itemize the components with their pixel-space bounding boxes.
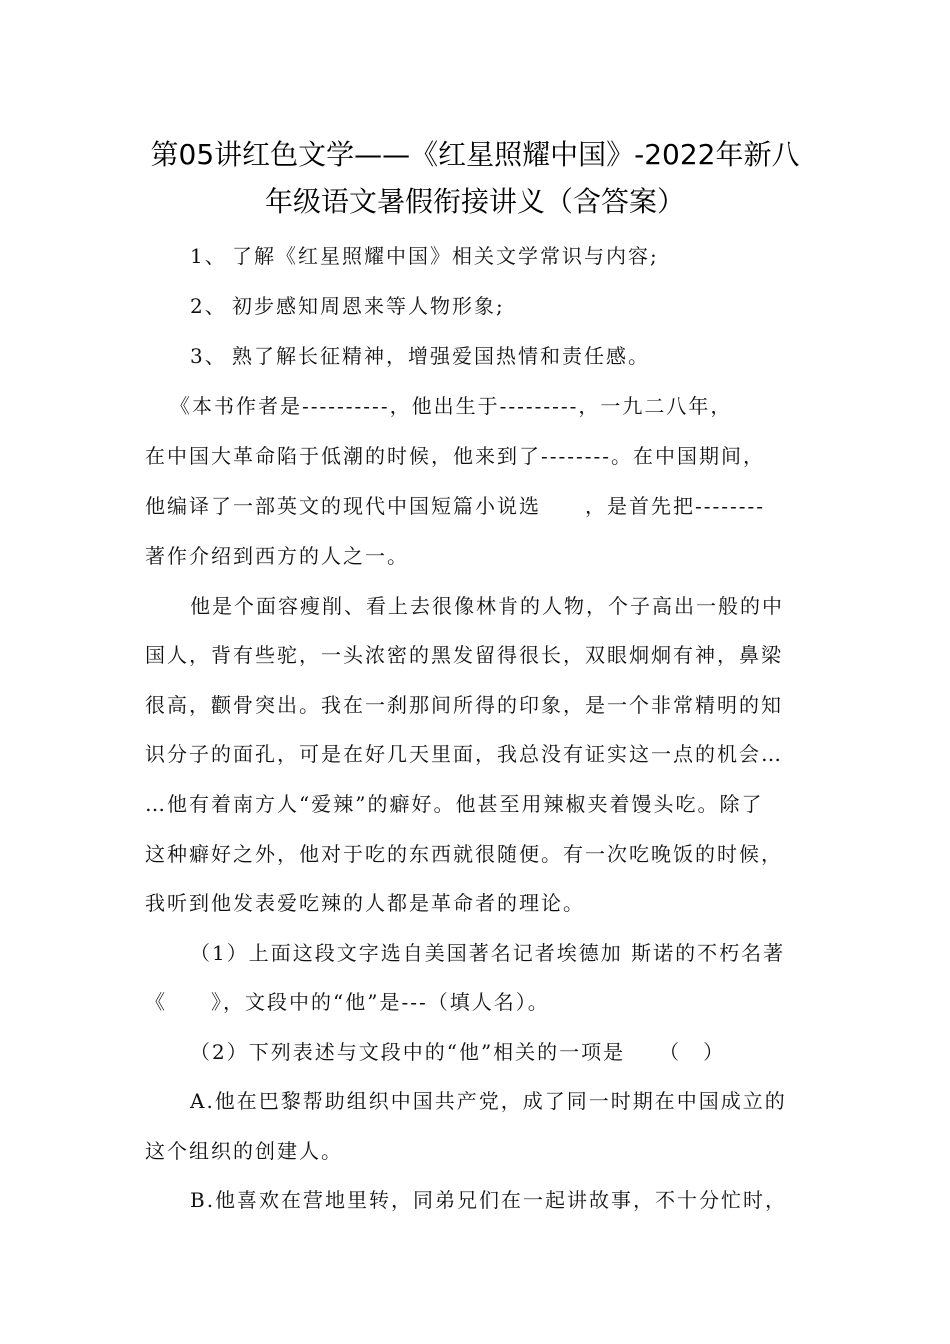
objective-number: 2、	[190, 294, 227, 318]
passage-line-2: 国人，背有些驼，一头浓密的黑发留得很长，双眼炯炯有神，鼻梁	[145, 643, 783, 667]
passage-line-6: 这种癖好之外，他对于吃的东西就很随便。有一次吃晚饭的时候，	[145, 842, 783, 866]
objective-number: 1、	[190, 244, 227, 268]
document-title-line-1: 第05讲红色文学——《红星照耀中国》-2022年新八	[150, 138, 800, 171]
passage-line-7: 我听到他发表爱吃辣的人都是革命者的理论。	[145, 891, 585, 915]
passage-line-1: 他是个面容瘦削、看上去很像林肯的人物，个子高出一般的中	[190, 594, 784, 618]
intro-line-4: 著作介绍到西方的人之一。	[145, 544, 409, 568]
document-title-line-2: 年级语文暑假衔接讲义（含答案）	[264, 185, 685, 218]
option-a-line-1: A.他在巴黎帮助组织中国共产党，成了同一时期在中国成立的	[190, 1089, 787, 1113]
intro-line-2: 在中国大革命陷于低潮的时候，他来到了--------。在中国期间，	[145, 444, 766, 468]
objective-3	[190, 340, 650, 369]
objective-text: 初步感知周恩来等人物形象;	[232, 294, 505, 318]
option-b-line-1: B.他喜欢在营地里转，同弟兄们在一起讲故事，不十分忙时，	[190, 1188, 788, 1212]
option-a-line-2: 这个组织的创建人。	[145, 1139, 343, 1163]
intro-line-1: 《本书作者是----------，他出生于---------，一九二八年，	[170, 394, 733, 418]
objective-2	[190, 290, 505, 319]
objective-1	[190, 240, 659, 269]
question-1-line-1: （1）上面这段文字选自美国著名记者埃德加 斯诺的不朽名著	[190, 941, 786, 965]
objective-number: 3、	[190, 344, 227, 368]
objective-text: 熟了解长征精神，增强爱国热情和责任感。	[232, 344, 650, 368]
question-2: （2）下列表述与文段中的“他”相关的一项是 （ ）	[190, 1040, 726, 1064]
passage-line-3: 很高，颧骨突出。我在一刹那间所得的印象，是一个非常精明的知	[145, 693, 783, 717]
question-1-line-2: 《 》，文段中的“他”是---（填人名）。	[145, 990, 550, 1014]
passage-line-4: 识分子的面孔，可是在好几天里面，我总没有证实这一点的机会…	[145, 742, 783, 766]
intro-line-3: 他编译了一部英文的现代中国短篇小说选 ，是首先把--------	[145, 494, 766, 518]
passage-line-5: …他有着南方人“爱辣”的癖好。他甚至用辣椒夹着馒头吃。除了	[145, 792, 764, 816]
objective-text: 了解《红星照耀中国》相关文学常识与内容;	[232, 244, 659, 268]
